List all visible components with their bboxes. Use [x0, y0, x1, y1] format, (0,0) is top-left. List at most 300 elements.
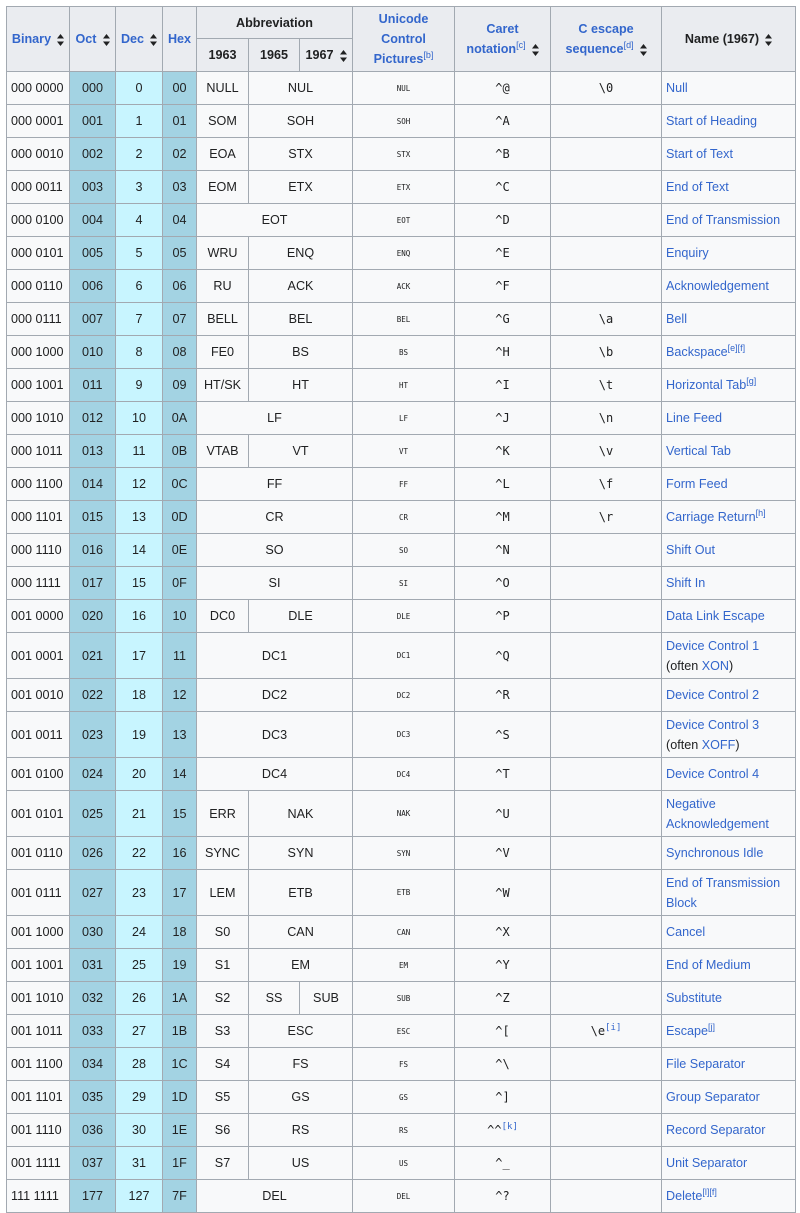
footnote-link[interactable]: [d]	[623, 39, 634, 50]
caret-text: ^W	[495, 885, 510, 900]
caret-header-line2: notation	[466, 42, 517, 56]
control-picture-cell: ACK	[353, 270, 455, 303]
name-link-line2[interactable]: Acknowledgement	[666, 816, 769, 831]
abbreviation-cell: LF	[197, 402, 353, 435]
dec-cell: 5	[116, 237, 163, 270]
binary-cell: 001 0010	[7, 679, 70, 712]
oct-cell: 023	[70, 712, 116, 758]
control-picture-cell: CR	[353, 501, 455, 534]
hex-header-label: Hex	[167, 32, 192, 46]
abbr-1963-cell: EOM	[197, 171, 249, 204]
caret-text: ^Z	[495, 991, 510, 1005]
c-escape-cell	[551, 435, 662, 468]
abbr-1965-1967-cell: STX	[249, 138, 353, 171]
dec-cell: 13	[116, 501, 163, 534]
caret-text: ^^	[487, 1123, 502, 1137]
table-row	[7, 270, 796, 303]
hex-column-header[interactable]	[163, 7, 197, 72]
name-link[interactable]: Device Control 2	[666, 688, 760, 702]
abbreviation-cell: EOT	[197, 204, 353, 237]
control-picture-cell: EOT	[353, 204, 455, 237]
abbreviation-cell: DEL	[197, 1180, 353, 1213]
binary-header-label: Binary	[11, 32, 52, 46]
binary-cell: 000 0110	[7, 270, 70, 303]
abbreviation-cell: FF	[197, 468, 353, 501]
caret-cell	[455, 916, 551, 949]
binary-cell: 000 1000	[7, 336, 70, 369]
binary-cell: 001 0100	[7, 758, 70, 791]
oct-cell: 005	[70, 237, 116, 270]
c-escape-cell	[551, 837, 662, 870]
table-row	[7, 633, 796, 679]
oct-cell: 007	[70, 303, 116, 336]
binary-cell: 001 0001	[7, 633, 70, 679]
binary-cell: 000 0010	[7, 138, 70, 171]
name-cell	[662, 1048, 796, 1081]
caret-text: ^U	[495, 806, 510, 821]
caret-cell	[455, 600, 551, 633]
caret-cell	[455, 303, 551, 336]
caret-text: ^V	[495, 846, 510, 860]
hex-cell: 03	[163, 171, 197, 204]
abbr-1965-1967-cell: RS	[249, 1114, 353, 1147]
name-link[interactable]: End of Transmission	[666, 875, 781, 890]
table-row	[7, 1081, 796, 1114]
sort-icon[interactable]	[150, 34, 157, 46]
dec-column-header[interactable]	[116, 7, 163, 72]
caret-cell	[455, 982, 551, 1015]
oct-cell: 033	[70, 1015, 116, 1048]
hex-cell: 1E	[163, 1114, 197, 1147]
caret-text: ^I	[495, 378, 510, 392]
name-link[interactable]: Data Link Escape	[666, 609, 765, 623]
caret-notation-header[interactable]	[455, 7, 551, 72]
name-link[interactable]: Form Feed	[666, 477, 728, 491]
control-picture-cell: SYN	[353, 837, 455, 870]
dec-cell: 10	[116, 402, 163, 435]
hex-cell: 19	[163, 949, 197, 982]
hex-cell: 04	[163, 204, 197, 237]
abbreviation-cell: DC3	[197, 712, 353, 758]
caret-text: ^X	[495, 925, 510, 939]
abbr-1963-cell: WRU	[197, 237, 249, 270]
dec-cell: 26	[116, 982, 163, 1015]
c-escape-cell	[551, 791, 662, 837]
abbr-1963-cell: S3	[197, 1015, 249, 1048]
caret-cell	[455, 468, 551, 501]
caret-cell	[455, 567, 551, 600]
hex-cell: 14	[163, 758, 197, 791]
dec-cell: 6	[116, 270, 163, 303]
name-cell	[662, 435, 796, 468]
oct-cell: 035	[70, 1081, 116, 1114]
footnote-link[interactable]: [b]	[423, 49, 434, 60]
name-link[interactable]: Null	[666, 81, 688, 95]
control-picture-cell: NAK	[353, 791, 455, 837]
caret-text: ^M	[495, 510, 510, 524]
name-link[interactable]: Cancel	[666, 925, 706, 939]
abbr-1965-1967-cell: EM	[249, 949, 353, 982]
footnote-link[interactable]: [k]	[501, 1122, 518, 1132]
oct-cell: 036	[70, 1114, 116, 1147]
c-escape-cell	[551, 468, 662, 501]
control-picture-cell: SOH	[353, 105, 455, 138]
binary-column-header[interactable]	[7, 7, 70, 72]
year-1965-header: 1965	[249, 39, 300, 72]
dec-cell: 29	[116, 1081, 163, 1114]
year-1967-label: 1967	[305, 48, 334, 62]
dec-cell: 24	[116, 916, 163, 949]
hex-cell: 15	[163, 791, 197, 837]
control-picture-cell: SI	[353, 567, 455, 600]
name-link[interactable]: Substitute	[666, 991, 723, 1005]
dec-cell: 7	[116, 303, 163, 336]
escape-text: \n	[598, 411, 614, 425]
dec-cell: 25	[116, 949, 163, 982]
c-escape-cell	[551, 501, 662, 534]
control-picture-cell: ETB	[353, 870, 455, 916]
caret-text: ^T	[495, 767, 510, 781]
caret-cell	[455, 1147, 551, 1180]
dec-cell: 23	[116, 870, 163, 916]
hex-cell: 0E	[163, 534, 197, 567]
name-link[interactable]: Device Control 4	[666, 767, 760, 781]
hex-cell: 08	[163, 336, 197, 369]
hex-cell: 0A	[163, 402, 197, 435]
dec-cell: 28	[116, 1048, 163, 1081]
table-row	[7, 916, 796, 949]
caret-cell	[455, 712, 551, 758]
ascii-control-table	[6, 6, 796, 1213]
control-picture-cell: DLE	[353, 600, 455, 633]
oct-cell: 017	[70, 567, 116, 600]
abbreviation-cell: DC1	[197, 633, 353, 679]
oct-header-label: Oct	[75, 32, 97, 46]
dec-cell: 18	[116, 679, 163, 712]
caret-text: ^Q	[495, 648, 510, 663]
caret-text: ^\	[495, 1057, 510, 1071]
name-link[interactable]: Start of Text	[666, 147, 733, 161]
table-row	[7, 837, 796, 870]
name-link[interactable]: Backspace	[666, 345, 728, 359]
caret-cell	[455, 758, 551, 791]
name-link[interactable]: Shift In	[666, 576, 706, 590]
footnote-link[interactable]: [c]	[516, 39, 526, 50]
name-cell	[662, 72, 796, 105]
caret-cell	[455, 1081, 551, 1114]
oct-cell: 013	[70, 435, 116, 468]
hex-cell: 1C	[163, 1048, 197, 1081]
c-escape-cell	[551, 336, 662, 369]
hex-cell: 1F	[163, 1147, 197, 1180]
abbr-1963-cell: S7	[197, 1147, 249, 1180]
abbr-1965-1967-cell: ETX	[249, 171, 353, 204]
binary-cell: 111 1111	[7, 1180, 70, 1213]
control-picture-cell: EM	[353, 949, 455, 982]
oct-cell: 022	[70, 679, 116, 712]
dec-cell: 16	[116, 600, 163, 633]
hex-cell: 0C	[163, 468, 197, 501]
dec-cell: 9	[116, 369, 163, 402]
footnote-link[interactable]: [l][f]	[702, 1186, 717, 1197]
abbreviation-header: Abbreviation	[197, 7, 353, 39]
binary-cell: 000 0111	[7, 303, 70, 336]
note-link[interactable]: XOFF	[701, 737, 736, 752]
control-picture-cell: DC2	[353, 679, 455, 712]
name-link[interactable]: Negative	[666, 796, 716, 811]
control-picture-cell: ESC	[353, 1015, 455, 1048]
caret-text: ^]	[495, 1090, 510, 1104]
name-cell	[662, 237, 796, 270]
oct-cell: 031	[70, 949, 116, 982]
footnote-link[interactable]: [h]	[755, 507, 766, 518]
abbr-1963-cell: S2	[197, 982, 249, 1015]
oct-cell: 001	[70, 105, 116, 138]
table-row	[7, 501, 796, 534]
binary-cell: 000 0011	[7, 171, 70, 204]
escape-text: \0	[598, 81, 614, 95]
dec-cell: 20	[116, 758, 163, 791]
name-cell	[662, 204, 796, 237]
abbr-1965-1967-cell: SOH	[249, 105, 353, 138]
name-link[interactable]: Start of Heading	[666, 114, 758, 128]
abbr-1965-1967-cell: BS	[249, 336, 353, 369]
abbr-1963-cell: BELL	[197, 303, 249, 336]
c-escape-cell	[551, 270, 662, 303]
abbr-1963-cell: SYNC	[197, 837, 249, 870]
hex-cell: 11	[163, 633, 197, 679]
name-link[interactable]: Line Feed	[666, 411, 723, 425]
caret-cell	[455, 633, 551, 679]
caret-cell	[455, 270, 551, 303]
footnote-link[interactable]: [i]	[605, 1023, 622, 1033]
oct-cell: 003	[70, 171, 116, 204]
name-link[interactable]: End of Medium	[666, 958, 751, 972]
binary-cell: 000 0100	[7, 204, 70, 237]
dec-cell: 22	[116, 837, 163, 870]
table-row	[7, 237, 796, 270]
sort-icon[interactable]	[103, 34, 110, 46]
hex-cell: 1A	[163, 982, 197, 1015]
caret-cell	[455, 837, 551, 870]
oct-column-header[interactable]	[70, 7, 116, 72]
name-cell	[662, 712, 796, 758]
control-picture-cell: DEL	[353, 1180, 455, 1213]
abbr-1963-cell: S5	[197, 1081, 249, 1114]
oct-cell: 177	[70, 1180, 116, 1213]
control-picture-cell: FS	[353, 1048, 455, 1081]
table-row	[7, 791, 796, 837]
hex-cell: 07	[163, 303, 197, 336]
hex-cell: 12	[163, 679, 197, 712]
abbr-1965-1967-cell: NAK	[249, 791, 353, 837]
caret-cell	[455, 1015, 551, 1048]
control-picture-cell: US	[353, 1147, 455, 1180]
table-row	[7, 1114, 796, 1147]
sort-icon[interactable]	[765, 34, 772, 46]
sort-icon[interactable]	[340, 50, 347, 62]
table-row	[7, 567, 796, 600]
name-cell	[662, 1015, 796, 1048]
caret-text: ^N	[495, 543, 510, 557]
c-escape-cell	[551, 303, 662, 336]
caret-text: ^K	[495, 444, 510, 458]
control-picture-cell: LF	[353, 402, 455, 435]
table-row	[7, 369, 796, 402]
name-link[interactable]: End of Transmission	[666, 213, 781, 227]
caret-cell	[455, 336, 551, 369]
hex-cell: 10	[163, 600, 197, 633]
name-1967-header[interactable]	[662, 7, 796, 72]
table-row	[7, 982, 796, 1015]
caret-text: ^C	[495, 180, 510, 194]
caret-cell	[455, 204, 551, 237]
caret-text: ^L	[495, 477, 510, 491]
name-link[interactable]: Unit Separator	[666, 1156, 748, 1170]
unicode-pictures-header[interactable]	[353, 7, 455, 72]
caret-cell	[455, 72, 551, 105]
caret-cell	[455, 679, 551, 712]
name-cell	[662, 1147, 796, 1180]
table-row	[7, 600, 796, 633]
abbr-1963-cell: HT/SK	[197, 369, 249, 402]
name-link[interactable]: Horizontal Tab	[666, 378, 747, 392]
hex-cell: 1D	[163, 1081, 197, 1114]
table-row	[7, 336, 796, 369]
name-cell	[662, 138, 796, 171]
footnote-link[interactable]: [e][f]	[727, 342, 746, 353]
binary-cell: 001 1111	[7, 1147, 70, 1180]
sort-icon[interactable]	[640, 44, 647, 56]
caret-cell	[455, 1048, 551, 1081]
c-escape-cell	[551, 1081, 662, 1114]
name-link[interactable]: Device Control 3	[666, 717, 760, 732]
oct-cell: 030	[70, 916, 116, 949]
name-link[interactable]: Device Control 1	[666, 638, 760, 653]
abbr-1963-cell: EOA	[197, 138, 249, 171]
abbr-1965-1967-cell: ACK	[249, 270, 353, 303]
name-cell	[662, 369, 796, 402]
oct-cell: 015	[70, 501, 116, 534]
hex-cell: 0B	[163, 435, 197, 468]
sort-icon[interactable]	[57, 34, 64, 46]
name-cell	[662, 633, 796, 679]
name-link[interactable]: Acknowledgement	[666, 279, 769, 293]
caret-cell	[455, 237, 551, 270]
name-cell	[662, 916, 796, 949]
name-cell	[662, 171, 796, 204]
year-1967-header[interactable]	[300, 39, 353, 72]
name-link[interactable]: Synchronous Idle	[666, 846, 764, 860]
binary-cell: 001 1010	[7, 982, 70, 1015]
name-cell	[662, 105, 796, 138]
dec-cell: 3	[116, 171, 163, 204]
name-link[interactable]: Group Separator	[666, 1090, 760, 1104]
dec-cell: 8	[116, 336, 163, 369]
table-row	[7, 402, 796, 435]
footnote-link[interactable]: [g]	[746, 375, 757, 386]
dec-cell: 30	[116, 1114, 163, 1147]
caret-cell	[455, 870, 551, 916]
hex-cell: 05	[163, 237, 197, 270]
c-escape-cell	[551, 1114, 662, 1147]
name-link[interactable]: Vertical Tab	[666, 444, 731, 458]
c-escape-cell	[551, 237, 662, 270]
hex-cell: 13	[163, 712, 197, 758]
binary-cell: 001 1011	[7, 1015, 70, 1048]
footnote-link[interactable]: [j]	[708, 1021, 716, 1032]
table-row	[7, 468, 796, 501]
control-picture-cell: DC3	[353, 712, 455, 758]
note-suffix: )	[729, 658, 734, 673]
dec-cell: 14	[116, 534, 163, 567]
caret-cell	[455, 369, 551, 402]
caret-text: ^P	[495, 609, 510, 623]
name-link[interactable]: Escape	[666, 1024, 709, 1038]
name-link-line2[interactable]: Block	[666, 895, 697, 910]
escape-text: \b	[598, 345, 614, 359]
dec-cell: 21	[116, 791, 163, 837]
abbr-1963-cell: NULL	[197, 72, 249, 105]
sort-icon[interactable]	[532, 44, 539, 56]
caret-cell	[455, 138, 551, 171]
abbreviation-cell: DC4	[197, 758, 353, 791]
name-cell	[662, 567, 796, 600]
control-picture-cell: RS	[353, 1114, 455, 1147]
abbr-1963-cell: S1	[197, 949, 249, 982]
name-link[interactable]: Enquiry	[666, 246, 709, 260]
escape-text: \v	[598, 444, 614, 458]
caret-text: ^H	[495, 345, 510, 359]
table-row	[7, 72, 796, 105]
name-link[interactable]: End of Text	[666, 180, 729, 194]
name-link[interactable]: Delete	[666, 1189, 703, 1203]
binary-cell: 001 1101	[7, 1081, 70, 1114]
caret-text: ^Y	[495, 958, 510, 972]
name-cell	[662, 758, 796, 791]
c-escape-cell	[551, 1015, 662, 1048]
name-link[interactable]: Bell	[666, 312, 688, 326]
name-link[interactable]: File Separator	[666, 1057, 746, 1071]
unicode-header-line1: Unicode	[378, 12, 429, 26]
c-escape-cell	[551, 712, 662, 758]
c-escape-cell	[551, 1048, 662, 1081]
caret-text: ^E	[495, 246, 510, 260]
c-escape-cell	[551, 1147, 662, 1180]
name-link[interactable]: Carriage Return	[666, 510, 756, 524]
abbr-1965-1967-cell: HT	[249, 369, 353, 402]
name-link[interactable]: Record Separator	[666, 1123, 766, 1137]
abbr-1963-cell: S6	[197, 1114, 249, 1147]
note-link[interactable]: XON	[701, 658, 730, 673]
caret-text: ^J	[495, 411, 510, 425]
table-row	[7, 105, 796, 138]
cesc-header-line2: sequence	[565, 42, 624, 56]
caret-text: ^F	[495, 279, 510, 293]
caret-text: ^G	[495, 312, 510, 326]
table-row	[7, 204, 796, 237]
abbr-1963-cell: S0	[197, 916, 249, 949]
name-cell	[662, 303, 796, 336]
caret-text: ^B	[495, 147, 510, 161]
table-row	[7, 712, 796, 758]
escape-text: \t	[598, 378, 614, 392]
c-escape-header[interactable]	[551, 7, 662, 72]
abbr-1967-cell: SUB	[300, 982, 353, 1015]
name-cell	[662, 837, 796, 870]
c-escape-cell	[551, 758, 662, 791]
name-link[interactable]: Shift Out	[666, 543, 716, 557]
